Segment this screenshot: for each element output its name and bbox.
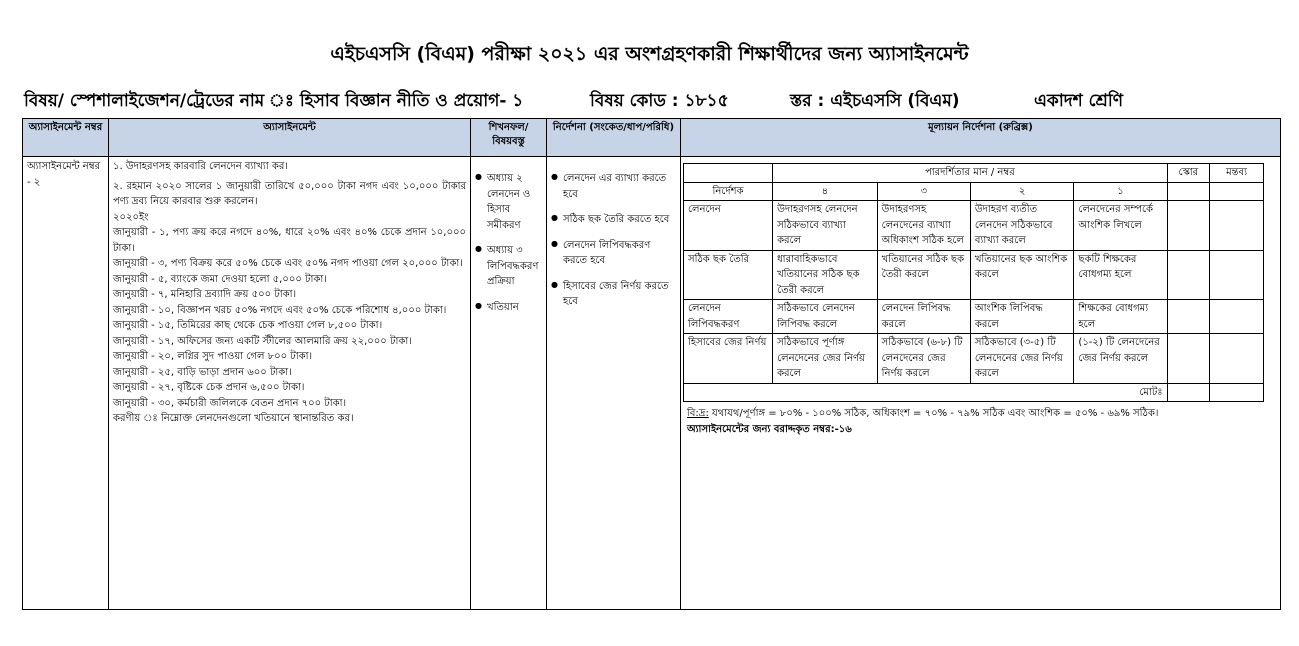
assignment-line: ২. রহমান ২০২০ সালের ১ জানুয়ারী তারিখে ৫০,০০০ টাকা নগদ এবং ১০,০০০ টাকার পণ্য দ্রব্য নিয়ে কারবার শুরু করলেন। — [113, 180, 466, 207]
rubric-cell: সঠিকভাবে পূর্ণাঙ্গ লেনদেনের জের নির্ণয় করলে — [773, 334, 878, 384]
indicator-header: নির্দেশক — [684, 182, 773, 201]
assignment-line: জানুয়ারী - ৭, মনিহারি দ্রব্যাদি ক্রয় ৫০০ টাকা। — [113, 289, 297, 300]
level-header: ৪ — [773, 182, 878, 201]
rubric-cell: লেনদেনের সম্পর্কে আংশিক লিখলে — [1074, 201, 1167, 251]
instruction-item: ● লেনদেন লিপিবদ্ধকরণ করতে হবে — [551, 238, 676, 269]
assignment-line: জানুয়ারী - ৩, পণ্য বিক্রয় করে ৫০% চেকে এবং ৫০% নগদ পাওয়া গেল ২০,০০০ টাকা। — [113, 258, 463, 269]
rubric-cell: খতিয়ানের ছক আংশিক করলে — [970, 250, 1074, 300]
rubric-indicator: লেনদেন — [684, 201, 773, 251]
rubric-indicator: হিসাবের জের নির্ণয় — [684, 334, 773, 384]
remarks-header: মন্তব্য — [1210, 164, 1264, 183]
rubric-indicator: সঠিক ছক তৈরি — [684, 250, 773, 300]
subject-level: স্তর : এইচএসসি (বিএম) — [790, 91, 960, 111]
assignment-line: জানুয়ারী - ১০, বিজ্ঞাপন খরচ ৫০% নগদে এবং ৫০% চেকে পরিশোধ ৪,০০০ টাকা। — [113, 304, 447, 316]
assignment-line: জানুয়ারী - ৫, ব্যাংকে জমা দেওয়া হলো ৫,০০০ টাকা। — [113, 273, 327, 285]
rubric-cell: উদাহরণসহ লেনদেনের ব্যাখ্যা অধিকাংশ সঠিক হলে — [877, 201, 970, 251]
header-rubric: মূল্যায়ন নির্দেশনা (রুব্রিক্স) — [681, 119, 1281, 157]
learning-outcomes — [471, 157, 547, 610]
assignment-line: জানুয়ারী - ২০, লগ্নির সুদ পাওয়া গেল ৮০০ টাকা। — [113, 351, 313, 362]
total-label: মোটঃ — [684, 383, 1168, 402]
header-learning-outcome: শিখনফল/ বিষয়বস্তু — [471, 119, 547, 157]
rubric-cell: ধারাবাহিকভাবে খতিয়ানের সঠিক ছক তৈরী করলে — [773, 250, 878, 300]
subject-class: একাদশ শ্রেণি — [1034, 91, 1124, 111]
rubric-cell: শিক্ষকের বোধগম্য হলে — [1074, 300, 1167, 334]
level-header: ৩ — [877, 182, 970, 201]
assignment-line: করণীয় ঃ নিম্নোক্ত লেনদেনগুলো খতিয়ানে স্থানান্তরিত কর। — [113, 413, 354, 424]
rubric-cell: সঠিকভাবে (৬-৮) টি লেনদেনের জের নির্ণয় করলে — [877, 334, 970, 384]
note-text: যথাযথ/পূর্ণাঙ্গ = ৮০% - ১০০% সঠিক, অধিকাংশ = ৭০% - ৭৯% সঠিক এবং আংশিক = ৫০% - ৬৯% সঠিক। — [708, 408, 1159, 419]
rubric-note — [683, 402, 1264, 439]
page-title: এইচএসসি (বিএম) পরীক্ষা ২০২১ এর অংশগ্রহণকারী শিক্ষার্থীদের জন্য অ্যাসাইনমেন্ট — [330, 43, 969, 65]
learning-outcome-item: ● অধ্যায় ২ লেনদেন ও হিসাব সমীকরণ — [475, 171, 542, 233]
learning-outcome-item: ● খতিয়ান — [475, 300, 542, 316]
instruction-item: ● হিসাবের জের নির্ণয় করতে হবে — [551, 279, 676, 310]
rubric-cell: উদাহরণসহ লেনদেন সঠিকভাবে ব্যাখ্যা করলে — [773, 201, 878, 251]
rubric-cell: (১-২) টি লেনদেনের জের নির্ণয় করলে — [1074, 334, 1167, 384]
assignment-line: ২০২০ইং — [113, 211, 149, 223]
instruction-item: ● লেনদেন এর ব্যাখ্যা করতে হবে — [551, 171, 676, 202]
assignment-line: জানুয়ারী - ১৫, তিমিরের কাছ থেকে চেক পাওয়া গেল ৮,৫০০ টাকা। — [113, 320, 383, 331]
assignment-number: অ্যাসাইনমেন্ট নম্বর - ২ — [23, 157, 109, 610]
assignment-table — [22, 118, 1281, 610]
instructions — [547, 157, 681, 610]
header-assignment: অ্যাসাইনমেন্ট — [109, 119, 471, 157]
rubric-cell: সঠিকভাবে লেনদেন লিপিবদ্ধ করলে — [773, 300, 878, 334]
rubric-cell: লেনদেন লিপিবদ্ধ করলে — [877, 300, 970, 334]
rubric-cell: সঠিকভাবে (৩-৫) টি লেনদেনের জের নির্ণয় করলে — [970, 334, 1074, 384]
assignment-line: ১. উদাহরণসহ কারবারি লেনদেন ব্যাখ্যা কর। — [113, 161, 288, 172]
rubric-section — [681, 157, 1281, 610]
assignment-line: জানুয়ারী - ১, পণ্য ক্রয় করে নগদে ৪০%, ধারে ২০% এবং ৪০% চেকে প্রদান ১০,০০০ টাকা। — [113, 227, 466, 254]
total-marks: অ্যাসাইনমেন্টের জন্য বরাদ্দকৃত নম্বর:-১৬ — [687, 423, 852, 435]
performance-header: পারদর্শিতার মান / নম্বর — [773, 164, 1168, 183]
header-instructions: নির্দেশনা (সংকেত/ধাপ/পরিধি) — [547, 119, 681, 157]
note-label: বি:দ্র: — [687, 408, 709, 419]
score-header: স্কোর — [1167, 164, 1209, 183]
assignment-body — [109, 157, 471, 610]
rubric-cell: উদাহরণ ব্যতীত লেনদেন সঠিকভাবে ব্যাখ্যা করলে — [970, 201, 1074, 251]
assignment-line: জানুয়ারী - ১৭, অফিসের জন্য একটি স্টীলের আলমারি ক্রয় ২২,০০০ টাকা। — [113, 335, 412, 347]
level-header: ১ — [1074, 182, 1167, 201]
rubric-cell: খতিয়ানের সঠিক ছক তৈরী করলে — [877, 250, 970, 300]
subject-name: বিষয়/ স্পেশালাইজেশন/ট্রেডের নাম ঃ হিসাব বিজ্ঞান নীতি ও প্রয়োগ- ১ — [24, 91, 524, 111]
rubric-table — [683, 163, 1264, 402]
level-header: ২ — [970, 182, 1074, 201]
rubric-cell: আংশিক লিপিবদ্ধ করলে — [970, 300, 1074, 334]
header-assignment-no: অ্যাসাইনমেন্ট নম্বর — [23, 119, 109, 157]
rubric-indicator: লেনদেন লিপিবদ্ধকরণ — [684, 300, 773, 334]
assignment-line: জানুয়ারী - ২৭, বৃষ্টিকে চেক প্রদান ৬,৫০০ টাকা। — [113, 382, 305, 393]
instruction-item: ● সঠিক ছক তৈরি করতে হবে — [551, 212, 676, 228]
assignment-line: জানুয়ারী - ২৫, বাড়ি ভাড়া প্রদান ৬০০ টাকা। — [113, 366, 292, 378]
learning-outcome-item: ● অধ্যায় ৩ লিপিবদ্ধকরণ প্রক্রিয়া — [475, 243, 542, 290]
rubric-cell: ছকটি শিক্ষকের বোধগম্য হলে — [1074, 250, 1167, 300]
assignment-line: জানুয়ারী - ৩০, কর্মচারী জলিলকে বেতন প্রদান ৭০০ টাকা। — [113, 397, 347, 409]
subject-code: বিষয় কোড : ১৮১৫ — [590, 91, 729, 111]
